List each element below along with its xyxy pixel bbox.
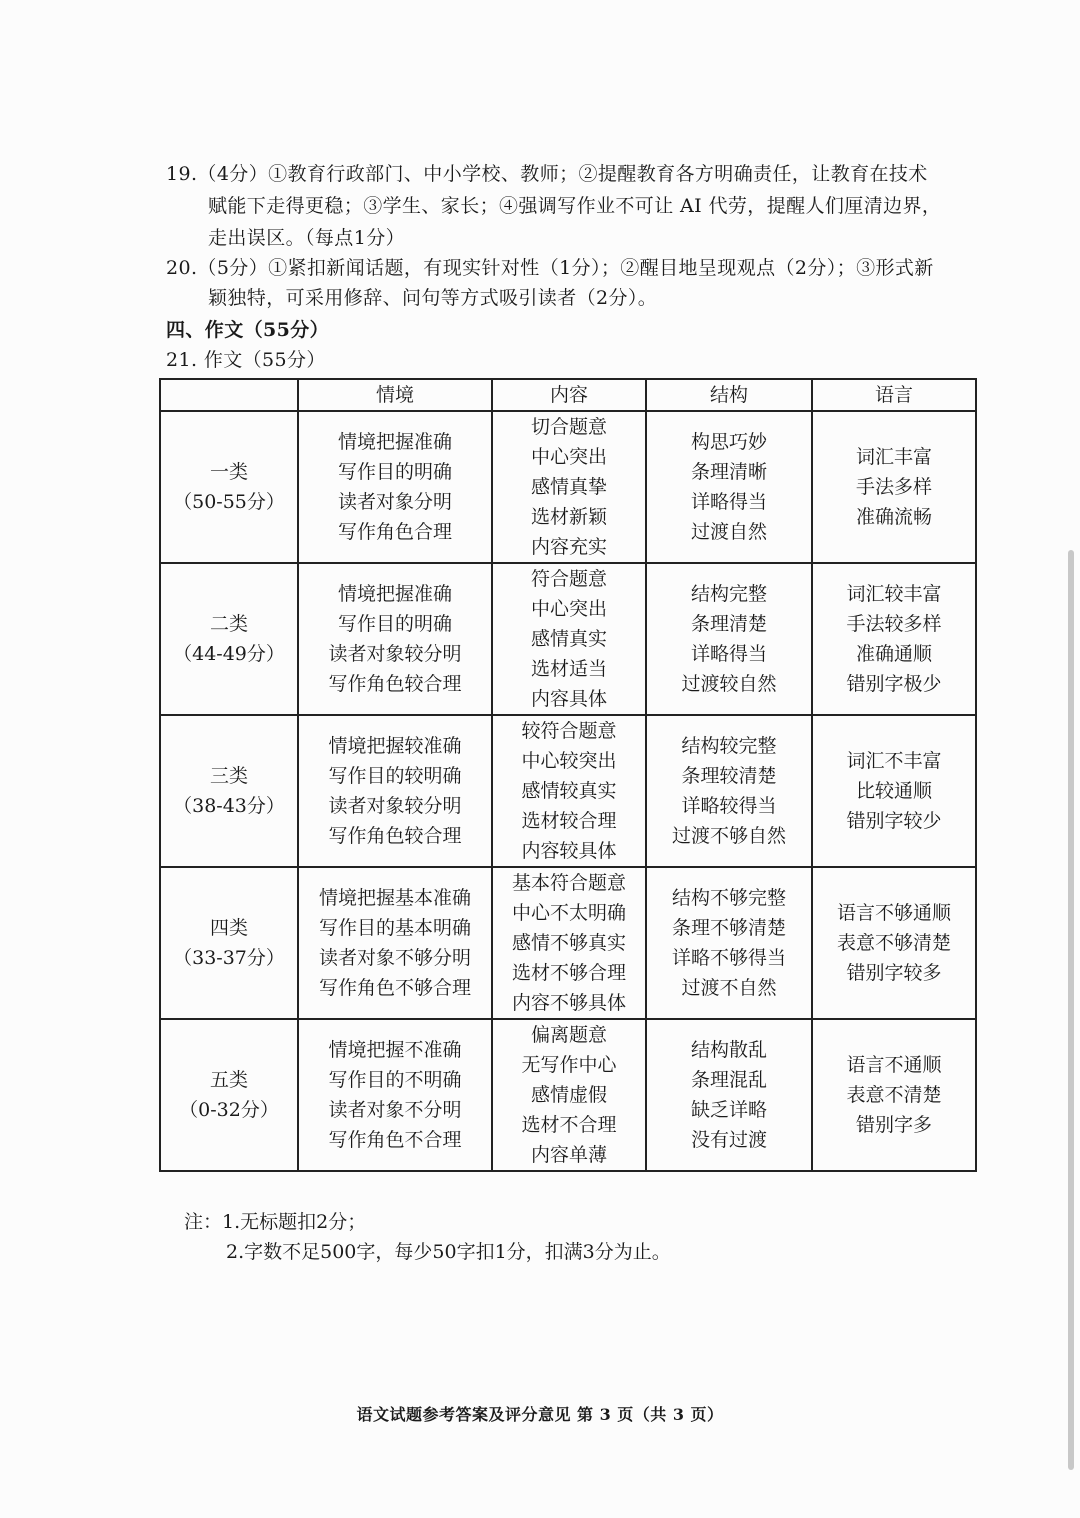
criterion-text: 写作目的明确	[337, 613, 452, 635]
rubric-cell-content	[492, 715, 646, 867]
question-heading: 21. 作文（55分）	[166, 349, 326, 371]
criterion-text: 过渡较自然	[681, 673, 777, 695]
criterion-text: 写作角色不够合理	[318, 977, 471, 999]
rubric-cell-content	[492, 411, 646, 563]
rubric-body	[160, 411, 976, 1171]
rubric-cell-content	[492, 563, 646, 715]
grading-rubric-table	[159, 378, 977, 1172]
criterion-text: 切合题意	[530, 416, 607, 438]
criterion-text: 条理清晰	[690, 461, 767, 483]
criterion-text: 读者对象不分明	[328, 1099, 462, 1121]
grade-label: （44-49分）	[173, 643, 285, 665]
table-row	[160, 867, 976, 1019]
answer-19-line-1: 19.（4分）①教育行政部门、中小学校、教师；②提醒教育各方明确责任，让教育在技术	[166, 163, 928, 185]
rubric-cell-context	[298, 715, 492, 867]
grade-cell	[160, 1019, 298, 1171]
rubric-cell-structure	[646, 715, 812, 867]
criterion-text: 情境把握较准确	[328, 735, 462, 757]
criterion-text: 表意不清楚	[846, 1084, 942, 1106]
rubric-cell-context	[298, 411, 492, 563]
criterion-text: 过渡不自然	[681, 977, 777, 999]
rubric-cell-context	[298, 1019, 492, 1171]
criterion-text: 详略得当	[690, 643, 767, 665]
criterion-text: 中心不太明确	[511, 902, 626, 924]
criterion-text: 错别字较多	[846, 962, 942, 984]
criterion-text: 内容单薄	[530, 1144, 607, 1166]
header-cell-structure: 结构	[646, 379, 812, 411]
criterion-text: 没有过渡	[690, 1129, 767, 1151]
header-cell-context: 情境	[298, 379, 492, 411]
criterion-text: 写作目的较明确	[328, 765, 462, 787]
criterion-text: 内容较具体	[521, 840, 617, 862]
header-cell-content: 内容	[492, 379, 646, 411]
criterion-text: 构思巧妙	[690, 431, 767, 453]
criterion-text: 错别字多	[855, 1114, 932, 1136]
criterion-text: 读者对象分明	[337, 491, 452, 513]
criterion-text: 情境把握准确	[337, 583, 452, 605]
section-heading: 四、作文（55分）	[166, 319, 330, 341]
criterion-text: 选材不够合理	[511, 962, 626, 984]
criterion-text: 错别字极少	[846, 673, 942, 695]
grade-label: 一类	[209, 461, 248, 483]
grade-label: （50-55分）	[173, 491, 285, 513]
criterion-text: 情境把握准确	[337, 431, 452, 453]
criterion-text: 选材适当	[530, 658, 607, 680]
criterion-text: 写作目的明确	[337, 461, 452, 483]
grade-label: 三类	[209, 765, 248, 787]
criterion-text: 中心突出	[530, 446, 607, 468]
criterion-text: 过渡自然	[690, 521, 767, 543]
criterion-text: 准确通顺	[855, 643, 932, 665]
criterion-text: 情境把握不准确	[328, 1039, 462, 1061]
criterion-text: 条理较清楚	[681, 765, 777, 787]
criterion-text: 偏离题意	[530, 1024, 607, 1046]
rubric-cell-structure	[646, 867, 812, 1019]
criterion-text: 读者对象较分明	[328, 795, 462, 817]
grade-label: 五类	[209, 1069, 248, 1091]
rubric-cell-language	[812, 563, 976, 715]
header-cell-language: 语言	[812, 379, 976, 411]
criterion-text: 感情真挚	[530, 476, 607, 498]
table-row	[160, 715, 976, 867]
rubric-cell-context	[298, 563, 492, 715]
criterion-text: 选材较合理	[521, 810, 617, 832]
criterion-text: 词汇较丰富	[846, 583, 942, 605]
rubric-cell-language	[812, 1019, 976, 1171]
rubric-cell-content	[492, 867, 646, 1019]
criterion-text: 手法多样	[855, 476, 932, 498]
criterion-text: 详略不够得当	[671, 947, 786, 969]
criterion-text: 条理清楚	[690, 613, 767, 635]
criterion-text: 读者对象较分明	[328, 643, 462, 665]
grade-label: （0-32分）	[179, 1099, 279, 1121]
criterion-text: 条理不够清楚	[671, 917, 786, 939]
criterion-text: 结构不够完整	[671, 887, 786, 909]
criterion-text: 过渡不够自然	[671, 825, 786, 847]
criterion-text: 写作角色较合理	[328, 673, 462, 695]
criterion-text: 缺乏详略	[690, 1099, 767, 1121]
grade-cell	[160, 867, 298, 1019]
criterion-text: 感情较真实	[521, 780, 617, 802]
criterion-text: 内容具体	[530, 688, 607, 710]
criterion-text: 语言不通顺	[846, 1054, 942, 1076]
rubric-cell-content	[492, 1019, 646, 1171]
rubric-cell-structure	[646, 1019, 812, 1171]
criterion-text: 条理混乱	[690, 1069, 767, 1091]
criterion-text: 选材不合理	[521, 1114, 617, 1136]
answer-19-line-3: 走出误区。（每点1分）	[208, 227, 405, 249]
criterion-text: 符合题意	[530, 568, 607, 590]
criterion-text: 较符合题意	[521, 720, 617, 742]
criterion-text: 中心较突出	[521, 750, 617, 772]
grade-label: （33-37分）	[173, 947, 285, 969]
criterion-text: 写作角色较合理	[328, 825, 462, 847]
grade-cell	[160, 715, 298, 867]
header-cell-grade	[160, 379, 298, 411]
criterion-text: 结构散乱	[690, 1039, 767, 1061]
criterion-text: 读者对象不够分明	[318, 947, 471, 969]
grade-label: 二类	[209, 613, 248, 635]
grade-label: 四类	[209, 917, 248, 939]
criterion-text: 写作目的不明确	[328, 1069, 462, 1091]
answer-20-line-1: 20.（5分）①紧扣新闻话题，有现实针对性（1分）；②醒目地呈现观点（2分）；③形式新	[166, 257, 934, 279]
grade-cell	[160, 411, 298, 563]
table-row	[160, 563, 976, 715]
scrollbar[interactable]	[1068, 550, 1074, 1470]
criterion-text: 词汇不丰富	[846, 750, 942, 772]
criterion-text: 详略较得当	[681, 795, 777, 817]
criterion-text: 写作目的基本明确	[318, 917, 471, 939]
criterion-text: 内容不够具体	[511, 992, 626, 1014]
criterion-text: 表意不够清楚	[836, 932, 951, 954]
criterion-text: 感情真实	[530, 628, 607, 650]
criterion-text: 词汇丰富	[855, 446, 932, 468]
criterion-text: 感情虚假	[530, 1084, 607, 1106]
criterion-text: 错别字较少	[846, 810, 942, 832]
grade-label: （38-43分）	[173, 795, 285, 817]
rubric-cell-language	[812, 411, 976, 563]
answer-20-line-2: 颖独特，可采用修辞、问句等方式吸引读者（2分）。	[208, 287, 658, 309]
rubric-cell-context	[298, 867, 492, 1019]
criterion-text: 情境把握基本准确	[318, 887, 471, 909]
answer-19-line-2: 赋能下走得更稳；③学生、家长；④强调写作业不可让 AI 代劳，提醒人们厘清边界，	[208, 195, 942, 217]
note-1: 注：1.无标题扣2分；	[184, 1211, 367, 1233]
criterion-text: 比较通顺	[855, 780, 932, 802]
criterion-text: 结构较完整	[681, 735, 777, 757]
rubric-cell-language	[812, 867, 976, 1019]
criterion-text: 结构完整	[690, 583, 767, 605]
criterion-text: 写作角色不合理	[328, 1129, 462, 1151]
criterion-text: 详略得当	[690, 491, 767, 513]
criterion-text: 写作角色合理	[337, 521, 452, 543]
table-header-row	[160, 379, 976, 411]
page-footer: 语文试题参考答案及评分意见 第 3 页（共 3 页）	[356, 1405, 724, 1424]
criterion-text: 中心突出	[530, 598, 607, 620]
criterion-text: 准确流畅	[855, 506, 932, 528]
criterion-text: 无写作中心	[521, 1054, 617, 1076]
criterion-text: 内容充实	[530, 536, 607, 558]
grade-cell	[160, 563, 298, 715]
criterion-text: 基本符合题意	[511, 872, 626, 894]
criterion-text: 选材新颖	[530, 506, 607, 528]
criterion-text: 感情不够真实	[511, 932, 626, 954]
criterion-text: 语言不够通顺	[836, 902, 951, 924]
table-row	[160, 1019, 976, 1171]
rubric-cell-structure	[646, 411, 812, 563]
table-row	[160, 411, 976, 563]
criterion-text: 手法较多样	[846, 613, 942, 635]
note-2: 2.字数不足500字，每少50字扣1分，扣满3分为止。	[226, 1241, 671, 1263]
rubric-cell-structure	[646, 563, 812, 715]
rubric-cell-language	[812, 715, 976, 867]
